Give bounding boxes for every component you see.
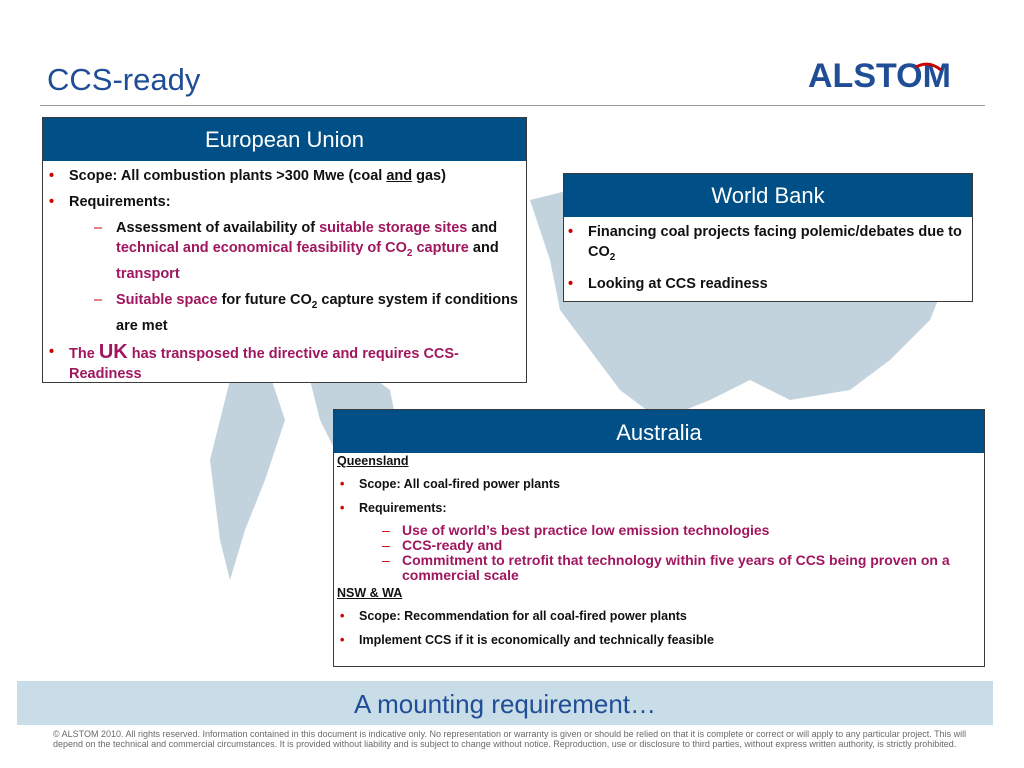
nsw-scope-item: [337, 608, 978, 625]
queensland-req1: Use of world’s best practice low emission technologies: [402, 522, 770, 538]
wb-item-financing: [568, 222, 964, 268]
world-bank-heading: World Bank: [564, 174, 972, 217]
alstom-logo: [808, 56, 974, 94]
bullet-icon: •: [49, 194, 55, 210]
eu-req1-b: suitable storage sites: [319, 220, 468, 236]
eu-requirements-item: [49, 192, 518, 212]
queensland-scope-text: Scope: All coal-fired power plants: [359, 477, 560, 491]
eu-scope-text: Scope: All combustion plants >300 Mwe (coal: [69, 168, 387, 184]
banner-text: A mounting requirement…: [353, 689, 657, 719]
logo-text: ALSTOM: [808, 57, 951, 94]
world-bank-panel: [563, 173, 973, 302]
wb-item-readiness: [568, 274, 964, 294]
eu-req1-f: and: [468, 240, 499, 256]
copyright-footer: © ALSTOM 2010. All rights reserved. Information contained in this document is indicative only. No representation or warranty is given or should be relied on that it is complete or correct or will apply to any particular project. This will depend on the technical and commercial circumstances. It is provided without liability and is subject to change without notice. Reproduction, use or disclosure to third parties, without express written authority, is strictly prohibited.: [53, 729, 967, 749]
dash-icon: –: [382, 522, 390, 538]
eu-req-space: [94, 290, 518, 336]
nsw-implement-item: [337, 632, 978, 649]
eu-req1-d-sub: 2: [406, 247, 413, 259]
queensland-req-technology: [382, 523, 978, 538]
queensland-scope-item: [337, 476, 978, 493]
eu-req2-b-sub: 2: [311, 299, 318, 311]
eu-uk-b: UK: [98, 340, 128, 363]
eu-uk-item: [49, 342, 518, 384]
nsw-wa-subheading: NSW & WA: [337, 586, 403, 600]
bullet-icon: •: [340, 609, 345, 623]
queensland-req2: CCS-ready and: [402, 537, 503, 553]
bullet-icon: •: [340, 633, 345, 647]
eu-panel: [42, 117, 527, 383]
nsw-implement-text: Implement CCS if it is economically and technically feasible: [359, 633, 714, 647]
eu-req2-c: capture system if conditions are met: [116, 291, 518, 334]
bullet-icon: •: [568, 275, 574, 292]
eu-scope-item: [49, 166, 518, 186]
dash-icon: –: [382, 552, 390, 568]
australia-heading: Australia: [334, 410, 984, 453]
dash-icon: –: [94, 220, 103, 236]
australia-body: [334, 453, 984, 649]
eu-heading: European Union: [43, 118, 526, 161]
wb-item1-sub: 2: [609, 251, 616, 263]
eu-scope-and: and: [386, 168, 413, 184]
bullet-icon: •: [49, 168, 55, 184]
bullet-icon: •: [340, 501, 345, 515]
nsw-scope-text: Scope: Recommendation for all coal-fired power plants: [359, 609, 687, 623]
eu-req1-d: technical and economical feasibility of CO: [116, 240, 407, 256]
header-divider: [40, 105, 985, 106]
eu-req-assessment: [94, 218, 518, 284]
eu-req1-e: capture: [412, 240, 469, 256]
eu-scope-end: gas): [412, 168, 446, 184]
eu-req2-b: for future CO: [217, 291, 312, 308]
eu-uk-a: The: [69, 345, 99, 362]
eu-req1-a: Assessment of availability of: [116, 220, 320, 236]
conclusion-banner: [17, 681, 993, 725]
queensland-req3: Commitment to retrofit that technology within five years of CCS being proven on a commercial scale: [402, 552, 950, 583]
bullet-icon: •: [568, 224, 574, 240]
world-bank-body: [564, 217, 972, 294]
eu-req1-c: and: [467, 220, 498, 236]
wb-item2-text: Looking at CCS readiness: [588, 275, 768, 292]
page-title: CCS-ready: [47, 62, 201, 97]
bullet-icon: •: [340, 477, 345, 491]
eu-body: [43, 161, 526, 384]
australia-panel: [333, 409, 985, 667]
queensland-subheading: Queensland: [337, 454, 409, 468]
queensland-req-ccs-ready: [382, 538, 978, 553]
wb-item1-text: Financing coal projects facing polemic/debates due to CO: [588, 224, 962, 260]
bullet-icon: •: [49, 343, 55, 360]
queensland-requirements-text: Requirements:: [359, 501, 447, 515]
eu-requirements-label: Requirements:: [69, 194, 171, 210]
eu-req2-a: Suitable space: [116, 291, 218, 308]
queensland-requirements-item: [337, 500, 978, 517]
dash-icon: –: [382, 537, 390, 553]
eu-uk-c: has transposed the directive and requires CCS-Readiness: [69, 345, 459, 382]
eu-req1-g: transport: [116, 265, 180, 282]
queensland-req-retrofit: [382, 553, 978, 583]
dash-icon: –: [94, 291, 103, 308]
